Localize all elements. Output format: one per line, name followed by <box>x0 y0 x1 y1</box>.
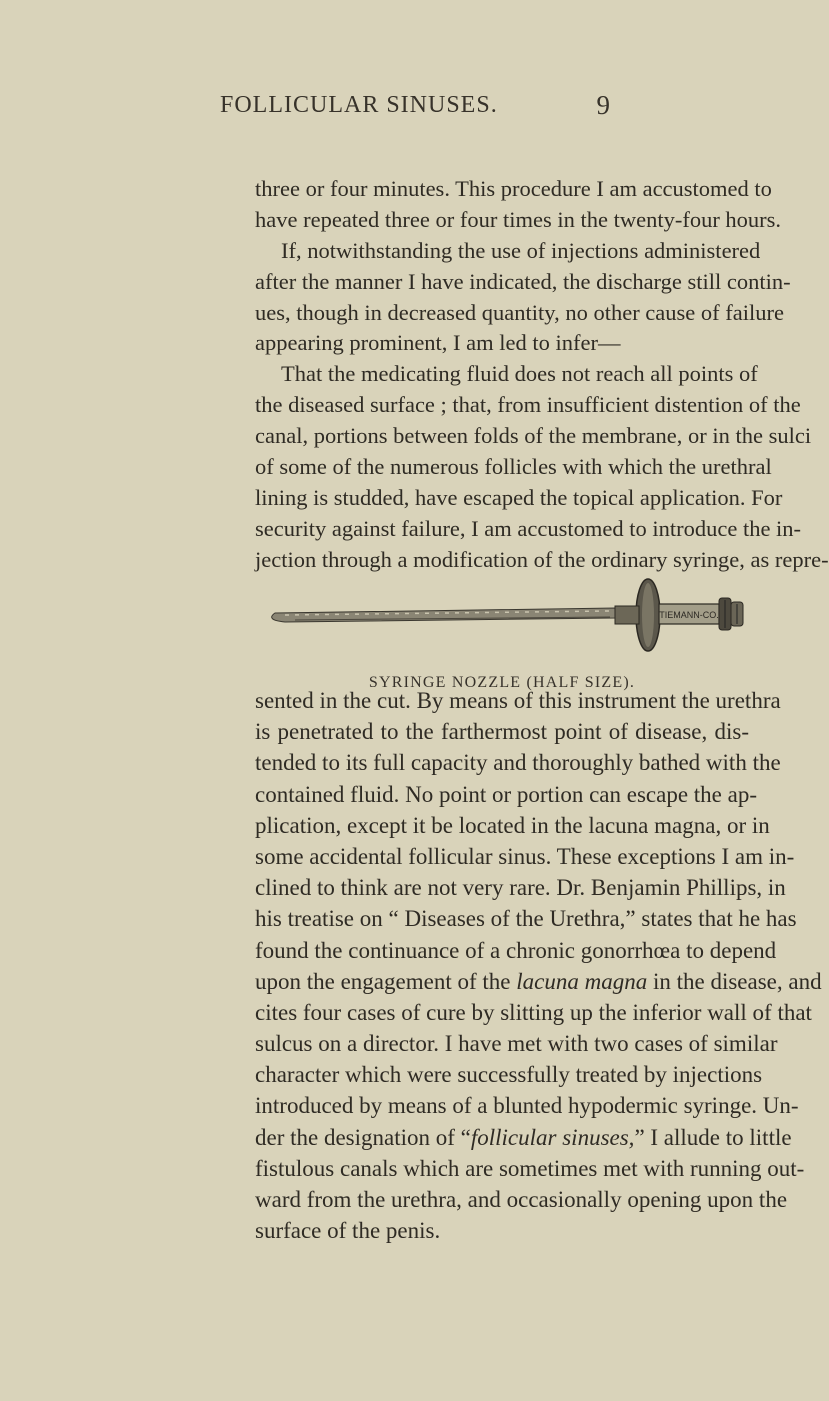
text-line: appearing prominent, I am led to infer— <box>255 330 621 356</box>
syringe-nozzle-illustration <box>255 578 749 673</box>
text-line: clined to think are not very rare. Dr. Benjamin Phillips, in <box>255 875 786 901</box>
text-line: three or four minutes. This procedure I am accustomed to <box>255 176 772 201</box>
text-line: introduced by means of a blunted hypodermic syringe. Un- <box>255 1093 799 1119</box>
text-line: character which were successfully treated by injections <box>255 1062 763 1088</box>
text-line: That the medicating fluid does not reach all points of <box>281 361 758 387</box>
text-line: surface of the penis. <box>255 1218 441 1244</box>
text-line: his treatise on “ Diseases of the Urethra,” states that he has <box>255 906 797 932</box>
text-line: lining is studded, have escaped the topical application. For <box>255 484 783 510</box>
text-line: is penetrated to the farthermost point of disease, dis- <box>255 719 749 745</box>
text-line: plication, except it be located in the lacuna magna, or in <box>255 812 770 838</box>
text-line-with-italic <box>255 1122 792 1153</box>
text-line: have repeated three or four times in the twenty-four hours. <box>255 206 782 232</box>
text-line: If, notwithstanding the use of injections administered <box>281 237 761 263</box>
text-run: in the disease, and <box>647 968 822 994</box>
text-line: fistulous canals which are sometimes met with running out- <box>255 1155 805 1181</box>
text-run: upon the engagement of the <box>255 968 517 994</box>
italic-term: lacuna magna <box>516 968 648 994</box>
text-line: found the continuance of a chronic gonorrhœa to depend <box>255 937 777 963</box>
page-number: 9 <box>596 90 610 120</box>
text-line: of some of the numerous follicles with which the urethral <box>255 454 772 480</box>
text-block-bottom <box>255 685 822 1246</box>
text-block-top <box>255 174 829 576</box>
text-line: sented in the cut. By means of this instrument the urethra <box>255 688 781 713</box>
text-line: ward from the urethra, and occasionally opening upon the <box>255 1187 788 1212</box>
maker-mark: TIEMANN-CO. <box>659 610 719 620</box>
syringe-figure <box>255 578 749 691</box>
text-run: der the designation of “ <box>255 1124 471 1150</box>
italic-term: follicular sinuses, <box>470 1124 635 1150</box>
running-head: FOLLICULAR SINUSES. <box>220 92 498 118</box>
text-line: ues, though in decreased quantity, no other cause of failure <box>255 299 784 325</box>
figure-caption: SYRINGE NOZZLE (HALF SIZE). <box>368 674 636 691</box>
text-line: jection through a modification of the ordinary syringe, as repre- <box>255 546 829 572</box>
text-line: some accidental follicular sinus. These exceptions I am in- <box>255 843 795 869</box>
text-line-with-italic <box>255 966 822 997</box>
text-line: canal, portions between folds of the membrane, or in the sulci <box>255 423 812 449</box>
text-line: contained fluid. No point or portion can escape the ap- <box>255 781 758 807</box>
text-run: ” I allude to little <box>634 1124 792 1150</box>
text-line: sulcus on a director. I have met with two cases of similar <box>255 1031 778 1057</box>
page-header <box>200 92 620 132</box>
text-line: the diseased surface ; that, from insufficient distention of the <box>255 392 801 418</box>
text-line: tended to its full capacity and thoroughly bathed with the <box>255 750 781 776</box>
text-line: cites four cases of cure by slitting up the inferior wall of that <box>255 999 812 1025</box>
text-line: security against failure, I am accustomed to introduce the in- <box>255 515 802 541</box>
text-line: after the manner I have indicated, the discharge still contin- <box>255 268 791 294</box>
